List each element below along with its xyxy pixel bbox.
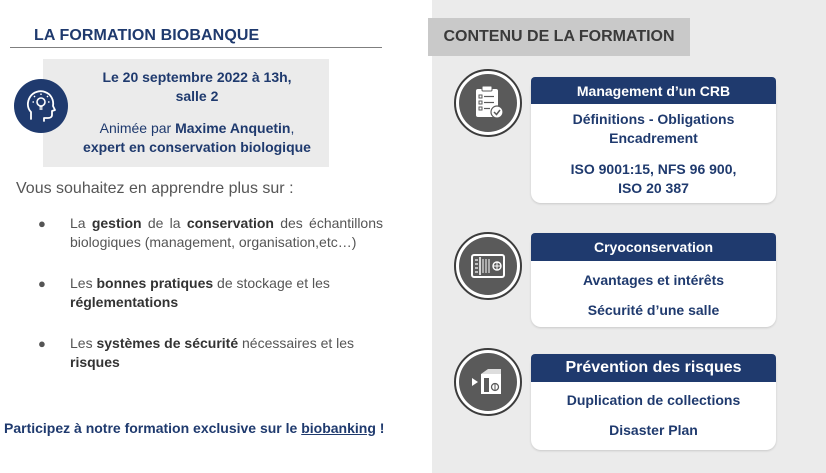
host-role: expert en conservation biologique: [83, 139, 311, 155]
building-risk-icon: [454, 348, 522, 416]
module-card-cryo: [531, 233, 776, 327]
host-suffix: ,: [290, 120, 295, 136]
session-host: [65, 119, 329, 138]
session-room: salle 2: [175, 88, 219, 104]
bullet-dot-icon: ●: [38, 276, 46, 291]
session-info-box: [43, 59, 329, 167]
module-heading: Management d’un CRB: [531, 77, 776, 104]
module-line: Duplication de collections: [566, 392, 741, 408]
list-item: ● La gestion de la conservation des échantillons biologiques (management, organisation,etc…): [38, 215, 383, 250]
list-item: ● Les bonnes pratiques de stockage et les réglementations: [38, 275, 330, 310]
module-heading: Prévention des risques: [531, 354, 776, 382]
host-prefix: Animée par: [99, 120, 176, 136]
module-line: ISO 9001:15, NFS 96 900,: [570, 161, 737, 177]
module-line: ISO 20 387: [618, 180, 689, 196]
module-line: Avantages et intérêts: [582, 272, 725, 288]
title-underline: [10, 47, 382, 48]
section-title: LA FORMATION BIOBANQUE: [34, 27, 260, 44]
call-to-action: Participez à notre formation exclusive sur le biobanking !: [4, 420, 385, 436]
module-line: Définitions - Obligations: [572, 111, 735, 127]
module-heading: Cryoconservation: [531, 233, 776, 261]
bullet-dot-icon: ●: [38, 336, 46, 351]
module-line: Encadrement: [609, 130, 698, 146]
module-line: Disaster Plan: [609, 422, 698, 438]
biobanking-link[interactable]: biobanking: [301, 420, 376, 436]
content-title: CONTENU DE LA FORMATION: [428, 18, 690, 56]
freezer-icon: [454, 232, 522, 300]
head-lightbulb-icon: [14, 79, 68, 133]
session-date: Le 20 septembre 2022 à 13h,: [102, 69, 292, 85]
topic-list: [38, 214, 383, 372]
list-item: ● Les systèmes de sécurité nécessaires et les risques: [38, 335, 355, 370]
checklist-icon: [454, 69, 522, 137]
host-name: Maxime Anquetin: [175, 120, 291, 136]
module-card-management: [531, 77, 776, 203]
intro-text: Vous souhaitez en apprendre plus sur :: [16, 180, 294, 197]
bullet-dot-icon: ●: [38, 216, 46, 231]
module-card-risks: [531, 354, 776, 450]
module-line: Sécurité d’une salle: [587, 302, 720, 318]
